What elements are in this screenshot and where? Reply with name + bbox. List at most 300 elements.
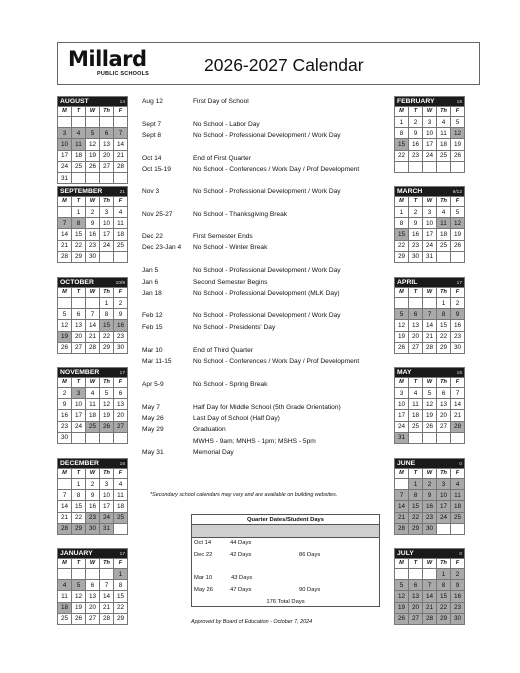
day-cell: 23 bbox=[451, 602, 465, 613]
month-grid bbox=[394, 548, 465, 625]
empty-day-cell bbox=[423, 298, 437, 309]
day-cell: 2 bbox=[409, 207, 423, 218]
day-cell: 28 bbox=[58, 523, 72, 534]
weekday-header: M bbox=[58, 288, 72, 298]
day-cell: 25 bbox=[437, 150, 451, 161]
empty-day-cell bbox=[437, 251, 451, 262]
day-cell: 17 bbox=[395, 410, 409, 421]
day-cell: 1 bbox=[72, 207, 86, 218]
day-cell: 13 bbox=[100, 139, 114, 150]
day-cell: 10 bbox=[423, 128, 437, 139]
day-cell: 31 bbox=[58, 172, 72, 183]
month-day-count: 0 bbox=[459, 462, 462, 467]
weekday-header: W bbox=[423, 288, 437, 298]
day-cell: 28 bbox=[395, 523, 409, 534]
day-cell: 14 bbox=[58, 501, 72, 512]
day-cell: 27 bbox=[86, 613, 100, 624]
event-date: Jan 18 bbox=[142, 290, 162, 297]
day-cell: 29 bbox=[395, 251, 409, 262]
day-cell: 11 bbox=[58, 591, 72, 602]
event-description: End of First Quarter bbox=[193, 155, 251, 162]
day-cell: 14 bbox=[58, 229, 72, 240]
day-cell: 4 bbox=[58, 580, 72, 591]
day-cell: 3 bbox=[423, 207, 437, 218]
day-cell: 11 bbox=[451, 490, 465, 501]
day-cell: 14 bbox=[423, 591, 437, 602]
empty-day-cell bbox=[72, 298, 86, 309]
event-description: First Semester Ends bbox=[193, 233, 253, 240]
weekday-header: M bbox=[395, 469, 409, 479]
day-cell: 16 bbox=[409, 139, 423, 150]
day-cell: 12 bbox=[451, 218, 465, 229]
day-cell: 29 bbox=[114, 613, 128, 624]
weekday-header: M bbox=[395, 197, 409, 207]
weekday-header: M bbox=[395, 107, 409, 117]
quarter-date: Mar 10 bbox=[194, 575, 213, 581]
day-cell: 15 bbox=[395, 229, 409, 240]
month-day-count: 17 bbox=[119, 371, 125, 376]
day-cell: 22 bbox=[72, 240, 86, 251]
day-cell: 9 bbox=[58, 399, 72, 410]
event-date: Dec 22 bbox=[142, 233, 163, 240]
day-cell: 5 bbox=[395, 580, 409, 591]
empty-day-cell bbox=[86, 569, 100, 580]
day-cell: 15 bbox=[409, 501, 423, 512]
weekday-header: Th bbox=[100, 378, 114, 388]
empty-day-cell bbox=[58, 569, 72, 580]
day-cell: 3 bbox=[437, 479, 451, 490]
day-cell: 27 bbox=[409, 613, 423, 624]
day-cell: 26 bbox=[395, 613, 409, 624]
weekday-header: T bbox=[409, 559, 423, 569]
day-cell: 16 bbox=[58, 410, 72, 421]
day-cell: 5 bbox=[423, 388, 437, 399]
day-cell: 29 bbox=[409, 523, 423, 534]
weekday-header: Th bbox=[437, 107, 451, 117]
empty-day-cell bbox=[72, 569, 86, 580]
weekday-header: Th bbox=[437, 288, 451, 298]
weekday-header: T bbox=[72, 378, 86, 388]
weekday-header: F bbox=[451, 378, 465, 388]
day-cell: 20 bbox=[72, 331, 86, 342]
day-cell: 26 bbox=[451, 240, 465, 251]
empty-day-cell bbox=[72, 432, 86, 443]
day-cell: 8 bbox=[100, 309, 114, 320]
approval-note: Approved by Board of Education - October 7, 2024 bbox=[191, 619, 313, 625]
day-cell: 8 bbox=[437, 580, 451, 591]
logo-wordmark: Millard bbox=[68, 47, 147, 71]
day-cell: 19 bbox=[451, 139, 465, 150]
day-cell: 18 bbox=[437, 229, 451, 240]
day-cell: 21 bbox=[395, 512, 409, 523]
day-cell: 5 bbox=[86, 128, 100, 139]
day-cell: 30 bbox=[86, 523, 100, 534]
day-cell: 15 bbox=[114, 591, 128, 602]
day-cell: 3 bbox=[395, 388, 409, 399]
day-cell: 2 bbox=[451, 298, 465, 309]
empty-day-cell bbox=[451, 523, 465, 534]
day-cell: 29 bbox=[437, 613, 451, 624]
day-cell: 23 bbox=[86, 240, 100, 251]
day-cell: 1 bbox=[72, 479, 86, 490]
day-cell: 6 bbox=[409, 580, 423, 591]
weekday-header: F bbox=[114, 378, 128, 388]
empty-day-cell bbox=[451, 251, 465, 262]
day-cell: 22 bbox=[114, 602, 128, 613]
day-cell: 17 bbox=[72, 410, 86, 421]
header bbox=[57, 42, 480, 85]
empty-day-cell bbox=[114, 251, 128, 262]
day-cell: 23 bbox=[409, 240, 423, 251]
day-cell: 21 bbox=[451, 410, 465, 421]
day-cell: 16 bbox=[86, 501, 100, 512]
empty-day-cell bbox=[395, 569, 409, 580]
empty-day-cell bbox=[395, 479, 409, 490]
day-cell: 17 bbox=[58, 150, 72, 161]
weekday-header: M bbox=[58, 559, 72, 569]
day-cell: 13 bbox=[409, 591, 423, 602]
month-grid bbox=[57, 96, 128, 184]
day-cell: 14 bbox=[86, 320, 100, 331]
day-cell: 7 bbox=[423, 309, 437, 320]
day-cell: 11 bbox=[409, 399, 423, 410]
day-cell: 19 bbox=[423, 410, 437, 421]
day-cell: 2 bbox=[86, 479, 100, 490]
day-cell: 12 bbox=[395, 591, 409, 602]
day-cell: 16 bbox=[114, 320, 128, 331]
event-description: No School - Professional Development / Work Day bbox=[193, 267, 341, 274]
empty-day-cell bbox=[100, 117, 114, 128]
day-cell: 31 bbox=[423, 251, 437, 262]
day-cell: 22 bbox=[100, 331, 114, 342]
day-cell: 19 bbox=[100, 410, 114, 421]
day-cell: 4 bbox=[437, 117, 451, 128]
day-cell: 25 bbox=[437, 240, 451, 251]
day-cell: 21 bbox=[86, 331, 100, 342]
weekday-header: Th bbox=[437, 559, 451, 569]
empty-day-cell bbox=[86, 172, 100, 183]
month-name: OCTOBER 10/9 bbox=[58, 278, 128, 288]
day-cell: 25 bbox=[451, 512, 465, 523]
millard-logo bbox=[68, 49, 178, 81]
quarter-date: May 26 bbox=[194, 587, 214, 593]
day-cell: 2 bbox=[423, 479, 437, 490]
day-cell: 30 bbox=[451, 613, 465, 624]
empty-day-cell bbox=[114, 523, 128, 534]
event-date: May 31 bbox=[142, 449, 164, 456]
semester-days: 86 Days bbox=[299, 552, 321, 558]
day-cell: 1 bbox=[395, 117, 409, 128]
day-cell: 7 bbox=[100, 580, 114, 591]
empty-day-cell bbox=[409, 298, 423, 309]
total-days: 176 Total Days bbox=[266, 599, 305, 605]
day-cell: 26 bbox=[423, 421, 437, 432]
day-cell: 30 bbox=[423, 523, 437, 534]
day-cell: 28 bbox=[423, 613, 437, 624]
day-cell: 1 bbox=[114, 569, 128, 580]
day-cell: 12 bbox=[58, 320, 72, 331]
event-description: No School - Professional Development / Work Day bbox=[193, 132, 341, 139]
weekday-header: T bbox=[409, 288, 423, 298]
day-cell: 21 bbox=[114, 150, 128, 161]
month-calendar-april bbox=[394, 277, 465, 354]
quarter-dates-table bbox=[191, 514, 380, 607]
day-cell: 8 bbox=[395, 218, 409, 229]
quarter-date: Oct 14 bbox=[194, 540, 212, 546]
day-cell: 3 bbox=[72, 388, 86, 399]
day-cell: 10 bbox=[395, 399, 409, 410]
event-date: Mar 11-15 bbox=[142, 358, 172, 365]
weekday-header: W bbox=[423, 469, 437, 479]
day-cell: 14 bbox=[114, 139, 128, 150]
day-cell: 15 bbox=[100, 320, 114, 331]
day-cell: 23 bbox=[451, 331, 465, 342]
month-calendar-june bbox=[394, 458, 465, 535]
day-cell: 13 bbox=[409, 320, 423, 331]
day-cell: 28 bbox=[100, 613, 114, 624]
day-cell: 20 bbox=[409, 331, 423, 342]
day-cell: 5 bbox=[100, 388, 114, 399]
event-description: No School - Labor Day bbox=[193, 121, 260, 128]
day-cell: 8 bbox=[72, 218, 86, 229]
empty-day-cell bbox=[395, 161, 409, 172]
day-cell: 26 bbox=[451, 150, 465, 161]
day-cell: 17 bbox=[423, 229, 437, 240]
event-description: No School - Spring Break bbox=[193, 381, 268, 388]
empty-day-cell bbox=[100, 432, 114, 443]
weekday-header: F bbox=[114, 288, 128, 298]
weekday-header: T bbox=[409, 107, 423, 117]
day-cell: 24 bbox=[423, 150, 437, 161]
day-cell: 18 bbox=[409, 410, 423, 421]
day-cell: 3 bbox=[100, 207, 114, 218]
month-name: NOVEMBER 17 bbox=[58, 368, 128, 378]
day-cell: 12 bbox=[395, 320, 409, 331]
weekday-header: T bbox=[409, 469, 423, 479]
day-cell: 29 bbox=[72, 523, 86, 534]
weekday-header: T bbox=[72, 288, 86, 298]
event-date: Dec 23-Jan 4 bbox=[142, 244, 182, 251]
month-calendar-may bbox=[394, 367, 465, 444]
empty-day-cell bbox=[58, 207, 72, 218]
day-cell: 8 bbox=[72, 490, 86, 501]
month-name: JUNE 0 bbox=[395, 459, 465, 469]
weekday-header: W bbox=[86, 288, 100, 298]
empty-day-cell bbox=[86, 298, 100, 309]
event-description: Half Day for Middle School (5th Grade Orientation) bbox=[193, 404, 341, 411]
month-day-count: 16 bbox=[119, 462, 125, 467]
empty-day-cell bbox=[409, 569, 423, 580]
month-name: AUGUST 14 bbox=[58, 97, 128, 107]
day-cell: 22 bbox=[72, 512, 86, 523]
weekday-header: F bbox=[114, 469, 128, 479]
month-name: SEPTEMBER 21 bbox=[58, 187, 128, 197]
day-cell: 2 bbox=[86, 207, 100, 218]
empty-day-cell bbox=[114, 432, 128, 443]
day-cell: 23 bbox=[58, 421, 72, 432]
empty-day-cell bbox=[100, 569, 114, 580]
day-cell: 14 bbox=[395, 501, 409, 512]
weekday-header: W bbox=[423, 378, 437, 388]
day-cell: 9 bbox=[409, 218, 423, 229]
weekday-header: W bbox=[86, 107, 100, 117]
day-cell: 2 bbox=[451, 569, 465, 580]
weekday-header: T bbox=[72, 469, 86, 479]
event-date: Sept 7 bbox=[142, 121, 162, 128]
day-cell: 9 bbox=[423, 490, 437, 501]
day-cell: 6 bbox=[72, 309, 86, 320]
month-day-count: 10/9 bbox=[115, 281, 125, 286]
day-cell: 18 bbox=[86, 410, 100, 421]
day-cell: 18 bbox=[114, 229, 128, 240]
day-cell: 1 bbox=[409, 479, 423, 490]
empty-day-cell bbox=[86, 432, 100, 443]
empty-day-cell bbox=[58, 479, 72, 490]
day-cell: 26 bbox=[100, 421, 114, 432]
event-description: Second Semester Begins bbox=[193, 279, 268, 286]
day-cell: 24 bbox=[437, 512, 451, 523]
month-calendar-july bbox=[394, 548, 465, 625]
month-day-count: 21 bbox=[119, 190, 125, 195]
month-day-count: 17 bbox=[119, 552, 125, 557]
day-cell: 18 bbox=[451, 501, 465, 512]
day-cell: 22 bbox=[395, 150, 409, 161]
day-cell: 9 bbox=[451, 309, 465, 320]
event-description: No School - Presidents' Day bbox=[193, 324, 276, 331]
day-cell: 8 bbox=[409, 490, 423, 501]
empty-day-cell bbox=[100, 251, 114, 262]
day-cell: 21 bbox=[58, 240, 72, 251]
day-cell: 18 bbox=[58, 602, 72, 613]
month-grid bbox=[57, 186, 128, 263]
event-date: Nov 25-27 bbox=[142, 211, 173, 218]
weekday-header: W bbox=[86, 197, 100, 207]
day-cell: 26 bbox=[86, 161, 100, 172]
month-calendar-august bbox=[57, 96, 128, 184]
day-cell: 5 bbox=[58, 309, 72, 320]
day-cell: 11 bbox=[72, 139, 86, 150]
event-date: Feb 15 bbox=[142, 324, 163, 331]
day-cell: 4 bbox=[451, 479, 465, 490]
empty-day-cell bbox=[409, 432, 423, 443]
day-cell: 21 bbox=[423, 331, 437, 342]
event-date: Oct 14 bbox=[142, 155, 162, 162]
day-cell: 23 bbox=[409, 150, 423, 161]
event-description: No School - Professional Development (MLK Day) bbox=[193, 290, 340, 297]
weekday-header: Th bbox=[100, 469, 114, 479]
day-cell: 21 bbox=[100, 602, 114, 613]
day-cell: 15 bbox=[72, 229, 86, 240]
day-cell: 5 bbox=[451, 207, 465, 218]
quarter-date: Dec 22 bbox=[194, 552, 213, 558]
day-cell: 28 bbox=[423, 342, 437, 353]
weekday-header: M bbox=[58, 107, 72, 117]
empty-day-cell bbox=[100, 172, 114, 183]
day-cell: 20 bbox=[409, 602, 423, 613]
day-cell: 5 bbox=[395, 309, 409, 320]
day-cell: 6 bbox=[100, 128, 114, 139]
weekday-header: F bbox=[451, 288, 465, 298]
weekday-header: W bbox=[423, 197, 437, 207]
day-cell: 25 bbox=[86, 421, 100, 432]
day-cell: 18 bbox=[72, 150, 86, 161]
event-description: Last Day of School (Half Day) bbox=[193, 415, 280, 422]
month-grid bbox=[57, 458, 128, 535]
day-cell: 12 bbox=[451, 128, 465, 139]
month-day-count: 17 bbox=[456, 281, 462, 286]
weekday-header: F bbox=[114, 559, 128, 569]
day-cell: 24 bbox=[58, 161, 72, 172]
weekday-header: T bbox=[409, 197, 423, 207]
month-day-count: 18 bbox=[456, 100, 462, 105]
month-name: DECEMBER 16 bbox=[58, 459, 128, 469]
event-date: Apr 5-9 bbox=[142, 381, 164, 388]
day-cell: 19 bbox=[86, 150, 100, 161]
weekday-header: T bbox=[72, 107, 86, 117]
day-cell: 2 bbox=[114, 298, 128, 309]
day-cell: 16 bbox=[409, 229, 423, 240]
weekday-header: Th bbox=[437, 197, 451, 207]
day-cell: 6 bbox=[86, 580, 100, 591]
event-description: No School - Conferences / Work Day / Prof Development bbox=[193, 358, 360, 365]
day-cell: 18 bbox=[437, 139, 451, 150]
day-cell: 16 bbox=[86, 229, 100, 240]
day-cell: 8 bbox=[114, 580, 128, 591]
event-date: Jan 5 bbox=[142, 267, 159, 274]
event-date: May 29 bbox=[142, 426, 164, 433]
day-cell: 26 bbox=[395, 342, 409, 353]
weekday-header: M bbox=[395, 559, 409, 569]
day-cell: 25 bbox=[72, 161, 86, 172]
empty-day-cell bbox=[114, 172, 128, 183]
day-cell: 3 bbox=[58, 128, 72, 139]
month-grid bbox=[394, 277, 465, 354]
day-cell: 22 bbox=[395, 240, 409, 251]
event-date: Nov 3 bbox=[142, 188, 160, 195]
day-cell: 20 bbox=[100, 150, 114, 161]
event-description: No School - Winter Break bbox=[193, 244, 268, 251]
day-cell: 17 bbox=[423, 139, 437, 150]
empty-day-cell bbox=[114, 117, 128, 128]
event-description: No School - Professional Development / Work Day bbox=[193, 312, 341, 319]
day-cell: 25 bbox=[114, 240, 128, 251]
month-grid bbox=[57, 548, 128, 625]
day-cell: 9 bbox=[451, 580, 465, 591]
page-title: 2026-2027 Calendar bbox=[204, 55, 364, 75]
month-calendar-november bbox=[57, 367, 128, 444]
day-cell: 2 bbox=[409, 117, 423, 128]
day-cell: 4 bbox=[114, 479, 128, 490]
day-cell: 25 bbox=[409, 421, 423, 432]
day-cell: 17 bbox=[100, 501, 114, 512]
weekday-header: F bbox=[451, 197, 465, 207]
day-cell: 30 bbox=[451, 342, 465, 353]
weekday-header: F bbox=[114, 197, 128, 207]
event-date: Oct 15-19 bbox=[142, 166, 171, 173]
month-name: JULY 0 bbox=[395, 549, 465, 559]
day-cell: 31 bbox=[100, 523, 114, 534]
day-cell: 4 bbox=[409, 388, 423, 399]
secondary-calendar-note: *Secondary school calendars may vary and are available on building websites. bbox=[150, 492, 338, 498]
day-cell: 6 bbox=[437, 388, 451, 399]
day-cell: 10 bbox=[100, 218, 114, 229]
empty-day-cell bbox=[451, 432, 465, 443]
day-cell: 12 bbox=[72, 591, 86, 602]
day-cell: 11 bbox=[114, 490, 128, 501]
day-cell: 17 bbox=[437, 501, 451, 512]
event-date: Mar 10 bbox=[142, 347, 163, 354]
day-cell: 17 bbox=[100, 229, 114, 240]
